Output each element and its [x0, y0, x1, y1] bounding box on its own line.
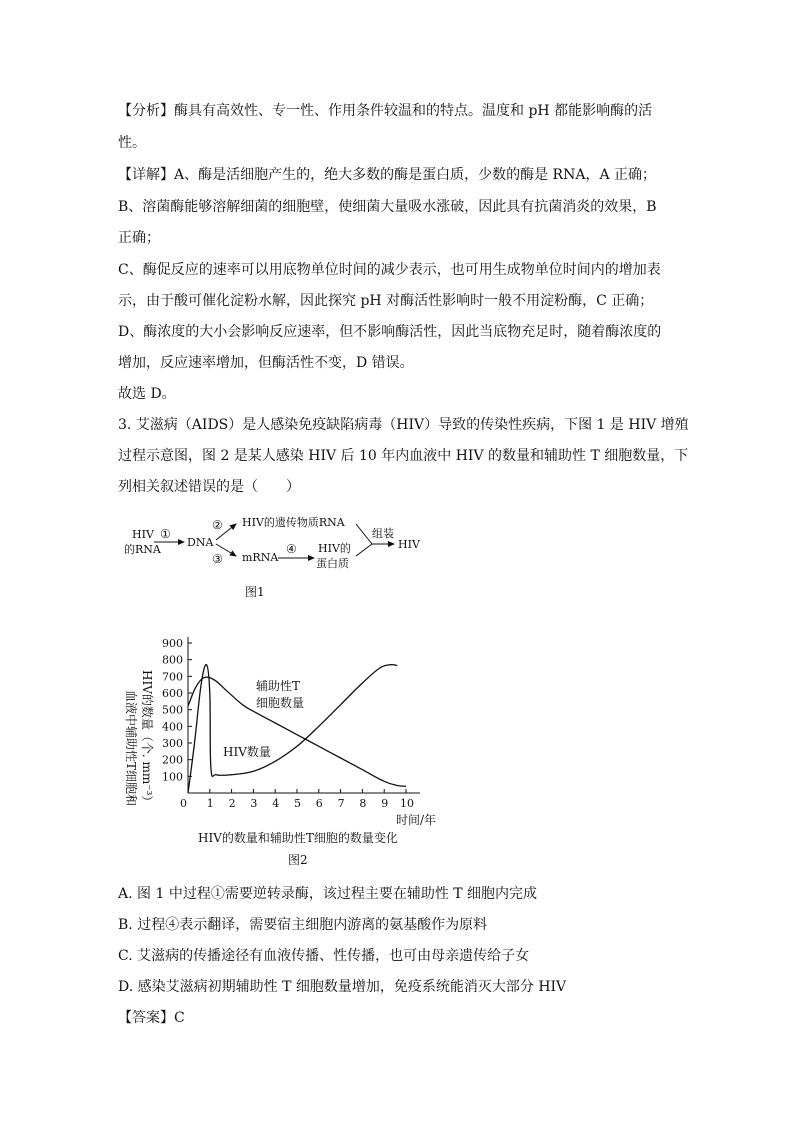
step-2-label: ②: [212, 518, 223, 532]
x-tick-label: 10: [400, 797, 414, 810]
x-tick-label: 5: [294, 797, 301, 810]
y-axis-label: [124, 670, 155, 807]
y-tick-label: 200: [162, 753, 183, 767]
figure-2-caption: 图2: [288, 853, 308, 867]
hiv-rna-label-bottom: 的RNA: [124, 543, 161, 556]
step-4-label: ④: [286, 542, 297, 556]
figure-2-chart: [110, 630, 470, 870]
x-tick-label: 0: [180, 797, 187, 810]
x-tick-label: 9: [381, 797, 389, 810]
hiv-product-label: HIV: [398, 538, 420, 551]
option-c: C. 艾滋病的传播途径有血液传播、性传播，也可由母亲遗传给子女: [118, 948, 530, 964]
protein-label-bottom: 蛋白质: [316, 557, 349, 570]
question-line-1: 3. 艾滋病（AIDS）是人感染免疫缺陷病毒（HIV）导致的传染性疾病，下图 1 是 HIV 增殖: [118, 417, 689, 433]
detail-line-1: 【详解】A、酶是活细胞产生的，绝大多数的酶是蛋白质，少数的酶是 RNA，A 正确；: [118, 167, 657, 183]
series-t-cell-line: [188, 677, 406, 786]
assembly-branch-top: [356, 524, 372, 544]
chart-title: HIV的数量和辅助性T细胞的数量变化: [198, 831, 398, 845]
mrna-label: mRNA: [242, 551, 279, 564]
analysis-line-1: 【分析】酶具有高效性、专一性、作用条件较温和的特点。温度和 pH 都能影响酶的活: [118, 103, 653, 119]
genetic-material-label: HIV的遗传物质RNA: [242, 516, 345, 529]
x-tick-label: 3: [250, 797, 258, 810]
step-3-label: ③: [212, 552, 223, 566]
assembly-branch-bottom: [356, 544, 372, 556]
y-tick-label: 900: [162, 637, 183, 650]
x-tick-label: 1: [206, 797, 214, 810]
assemble-label: 组装: [372, 527, 394, 540]
question-line-2: 过程示意图，图 2 是某人感染 HIV 后 10 年内血液中 HIV 的数量和辅助性 T 细胞数量，下: [118, 448, 689, 464]
y-tick-label: 300: [162, 737, 183, 750]
dna-label: DNA: [187, 536, 214, 549]
y-tick-label: 800: [162, 653, 183, 667]
y-tick-label: 500: [162, 703, 183, 717]
y-axis-label-line-2: HIV的数量（个. mm⁻³）: [140, 670, 154, 808]
protein-label-top: HIV的: [318, 542, 351, 555]
detail-line-4: C、酶促反应的速率可以用底物单位时间的减少表示，也可用生成物单位时间内的增加表: [118, 262, 661, 278]
step-1-label: ①: [160, 527, 171, 541]
x-axis-label: 时间/年: [396, 813, 437, 827]
detail-line-8: 故选 D。: [118, 386, 176, 402]
y-tick-label: 400: [162, 720, 183, 734]
figure-1-diagram: [110, 508, 440, 608]
detail-line-7: 增加，反应速率增加，但酶活性不变，D 错误。: [118, 355, 414, 371]
series-hiv-label: HIV数量: [223, 745, 271, 759]
x-tick-label: 2: [228, 797, 236, 810]
option-a: A. 图 1 中过程①需要逆转录酶，该过程主要在辅助性 T 细胞内完成: [118, 886, 538, 902]
answer: 【答案】C: [118, 1010, 185, 1026]
figure-1-caption: 图1: [245, 585, 265, 599]
x-tick-label: 8: [359, 797, 367, 810]
y-tick-label: 600: [162, 687, 183, 700]
x-tick-label: 7: [337, 797, 345, 810]
x-tick-label: 4: [272, 797, 280, 810]
x-tick-label: 6: [315, 797, 323, 810]
analysis-line-2: 性。: [118, 135, 146, 151]
series-t-cell-label-line-1: 辅助性T: [256, 679, 301, 693]
y-tick-label: 700: [162, 670, 183, 684]
detail-line-3: 正确；: [118, 230, 160, 246]
detail-line-2: B、溶菌酶能够溶解细菌的细胞壁，使细菌大量吸水涨破，因此具有抗菌消炎的效果，B: [118, 199, 657, 215]
option-d: D. 感染艾滋病初期辅助性 T 细胞数量增加，免疫系统能消灭大部分 HIV: [118, 979, 567, 995]
y-tick-label: 100: [162, 770, 183, 784]
detail-line-6: D、酶浓度的大小会影响反应速率，但不影响酶活性，因此当底物充足时，随着酶浓度的: [118, 324, 662, 340]
series-t-cell-label-line-2: 细胞数量: [256, 696, 305, 710]
y-axis-label-line-1: 血液中辅助性T细胞和: [124, 690, 138, 807]
option-b: B. 过程④表示翻译，需要宿主细胞内游离的氨基酸作为原料: [118, 917, 488, 933]
question-line-3: 列相关叙述错误的是（ ）: [118, 479, 300, 495]
hiv-rna-label-top: HIV: [132, 528, 154, 541]
detail-line-5: 示，由于酸可催化淀粉水解，因此探究 pH 对酶活性影响时一般不用淀粉酶，C 正确；: [118, 293, 654, 309]
